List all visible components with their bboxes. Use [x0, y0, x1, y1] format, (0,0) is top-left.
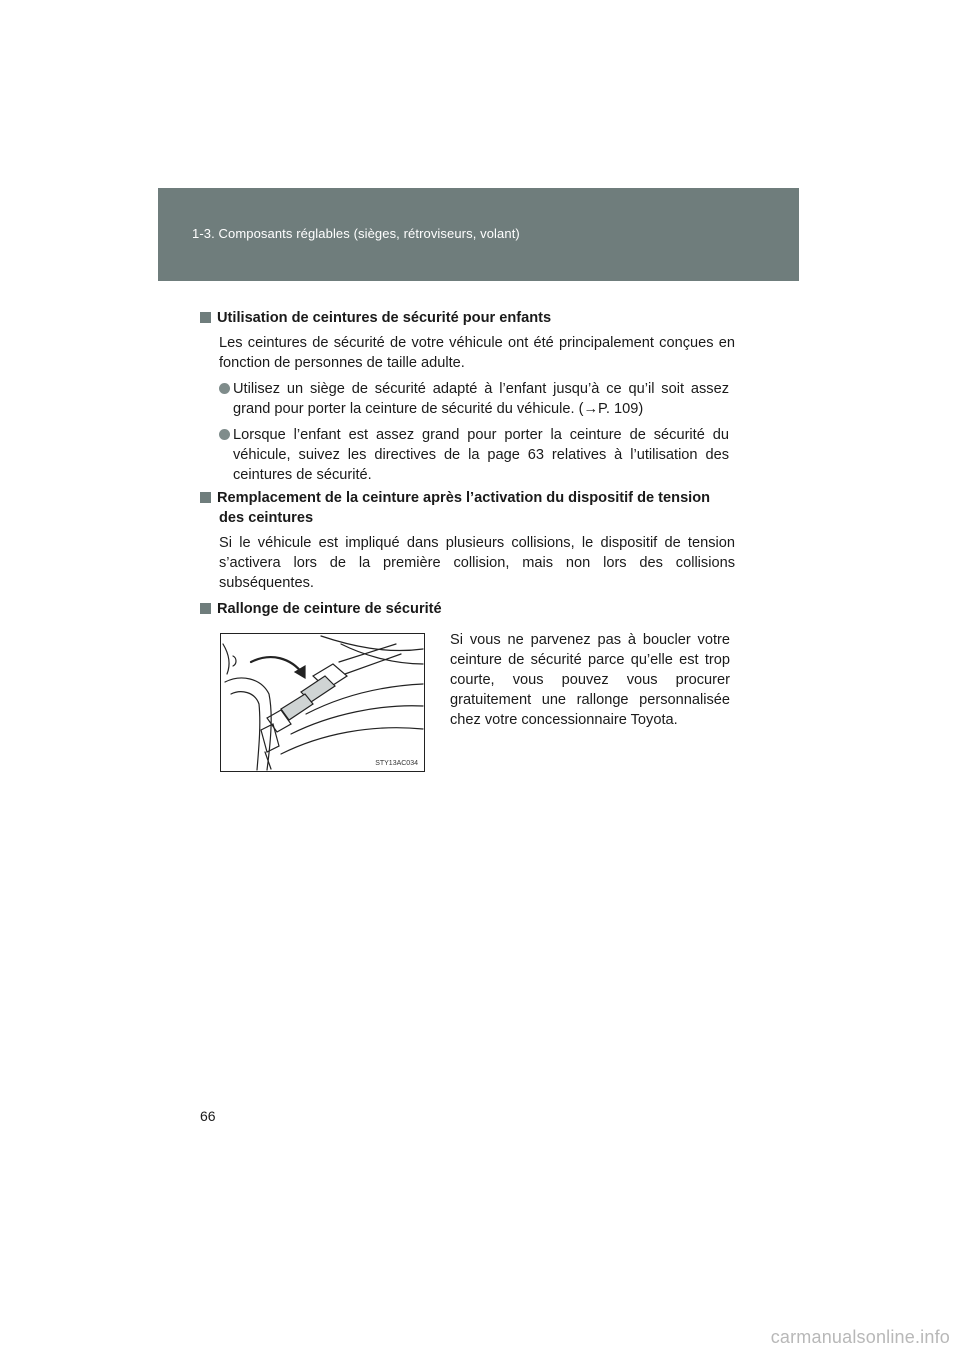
seatbelt-illustration-icon: [221, 634, 424, 771]
square-bullet-icon: [200, 603, 211, 614]
paragraph-pretensioner: Si le véhicule est impliqué dans plusieurs collisions, le dispositif de tension s’activera lors de la première collision, mais non lors des collisions subséquentes.: [219, 535, 735, 591]
circle-bullet-icon: [219, 383, 230, 394]
section-title-extender: Rallonge de ceinture de sécurité: [200, 599, 740, 619]
chapter-header-title: 1-3. Composants réglables (sièges, rétroviseurs, volant): [192, 226, 520, 241]
square-bullet-icon: [200, 492, 211, 503]
seatbelt-extender-illustration: [220, 633, 425, 772]
page-number: 66: [200, 1108, 216, 1124]
square-bullet-icon: [200, 312, 211, 323]
list-item: Lorsque l’enfant est assez grand pour porter la ceinture de sécurité du véhicule, suivez les directives de la page 63 relatives à l’utilisation des ceintures de sécurité.: [219, 425, 729, 485]
paragraph-extender: Si vous ne parvenez pas à boucler votre ceinture de sécurité parce qu’elle est trop courte, vous pouvez vous procurer gratuitement une rallonge personnalisée chez votre concessionnaire Toyota.: [450, 632, 730, 728]
list-item: Utilisez un siège de sécurité adapté à l’enfant jusqu’à ce qu’il soit assez grand pour porter la ceinture de sécurité du véhicule. (→P. 109): [219, 379, 729, 419]
section-title-pretensioner: Remplacement de la ceinture après l’activation du dispositif de tension des ceintures: [200, 488, 740, 528]
circle-bullet-icon: [219, 429, 230, 440]
figure-caption: STY13AC034: [375, 760, 418, 767]
paragraph-child-belts: Les ceintures de sécurité de votre véhicule ont été principalement conçues en fonction de personnes de taille adulte.: [219, 335, 735, 371]
section-title-child-belts: Utilisation de ceintures de sécurité pour enfants: [200, 308, 740, 328]
watermark: carmanualsonline.info: [770, 1327, 950, 1347]
chapter-header-band: [158, 188, 799, 281]
